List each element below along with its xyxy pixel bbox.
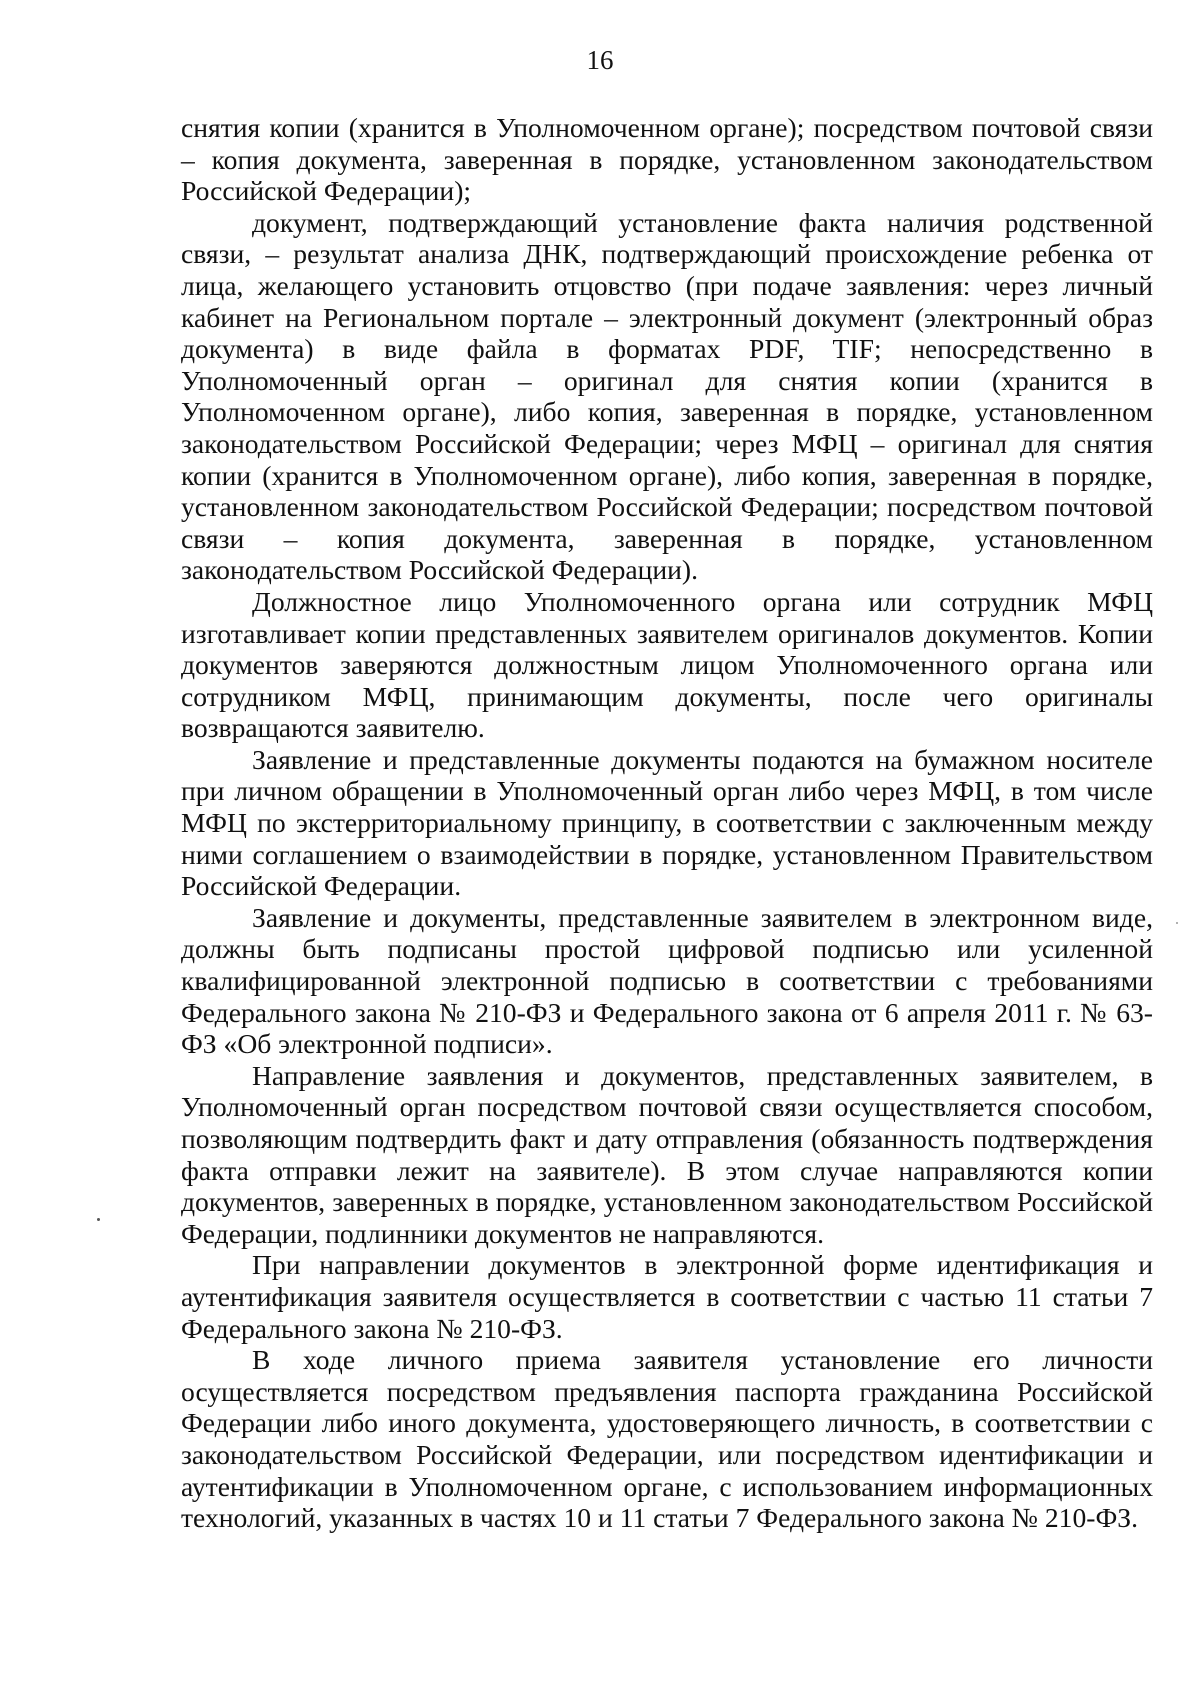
paragraph-document-copies: Должностное лицо Уполномоченного органа или сотрудник МФЦ изготавливает копии представленных заявителем оригиналов документов. Копии документов заверяются должностным лицом Уполномоченного органа или сотрудником МФЦ, принимающим документы, после чего оригиналы возвращаются заявителю.	[181, 585, 1153, 744]
paragraph-electronic-signature: Заявление и документы, представленные заявителем в электронном виде, должны быть подписаны простой цифровой подписью или усиленной квалифицированной электронной подписью в соответствии с требованиями Федерального закона № 210-ФЗ и Федерального закона от 6 апреля 2011 г. № 63-ФЗ «Об электронной подписи».	[181, 901, 1153, 1060]
paragraph-paper-submission: Заявление и представленные документы подаются на бумажном носителе при личном обращении в Уполномоченный орган либо через МФЦ, в том числе МФЦ по экстерриториальному принципу, в соответствии с заключенным между ними соглашением о взаимодействии в порядке, установленном Правительством Российской Федерации.	[181, 743, 1153, 902]
page-number: 16	[586, 45, 614, 75]
paragraph-postal-submission: Направление заявления и документов, представленных заявителем, в Уполномоченный орган посредством почтовой связи осуществляется способом, позволяющим подтвердить факт и дату отправления (обязанность подтверждения факта отправки лежит на заявителе). В этом случае направляются копии документов, заверенных в порядке, установленном законодательством Российской Федерации, подлинники документов не направляются.	[181, 1059, 1153, 1249]
paragraph-continuation: снятия копии (хранится в Уполномоченном органе); посредством почтовой связи – копия документа, заверенная в порядке, установленном законодательством Российской Федерации);	[181, 112, 1153, 207]
paragraph-dna-document: документ, подтверждающий установление факта наличия родственной связи, – результат анализа ДНК, подтверждающий происхождение ребенка от лица, желающего установить отцовство (при подаче заявления: через личный кабинет на Региональном портале – электронный документ (электронный образ документа) в виде файла в форматах PDF, TIF; непосредственно в Уполномоченный орган – оригинал для снятия копии (хранится в Уполномоченном органе), либо копия, заверенная в порядке, установленном законодательством Российской Федерации; через МФЦ – оригинал для снятия копии (хранится в Уполномоченном органе), либо копия, заверенная в порядке, установленном законодательством Российской Федерации; посредством почтовой связи – копия документа, заверенная в порядке, установленном законодательством Российской Федерации).	[181, 206, 1153, 586]
scan-speck	[1176, 922, 1178, 924]
body-text	[181, 112, 1153, 1534]
paragraph-personal-identification: В ходе личного приема заявителя установление его личности осуществляется посредством предъявления паспорта гражданина Российской Федерации либо иного документа, удостоверяющего личность, в соответствии с законодательством Российской Федерации, или посредством идентификации и аутентификации в Уполномоченном органе, с использованием информационных технологий, указанных в частях 10 и 11 статьи 7 Федерального закона № 210-ФЗ.	[181, 1344, 1153, 1534]
scan-speck	[97, 1218, 100, 1221]
paragraph-electronic-authentication: При направлении документов в электронной форме идентификация и аутентификация заявителя осуществляется в соответствии с частью 11 статьи 7 Федерального закона № 210-ФЗ.	[181, 1249, 1153, 1344]
